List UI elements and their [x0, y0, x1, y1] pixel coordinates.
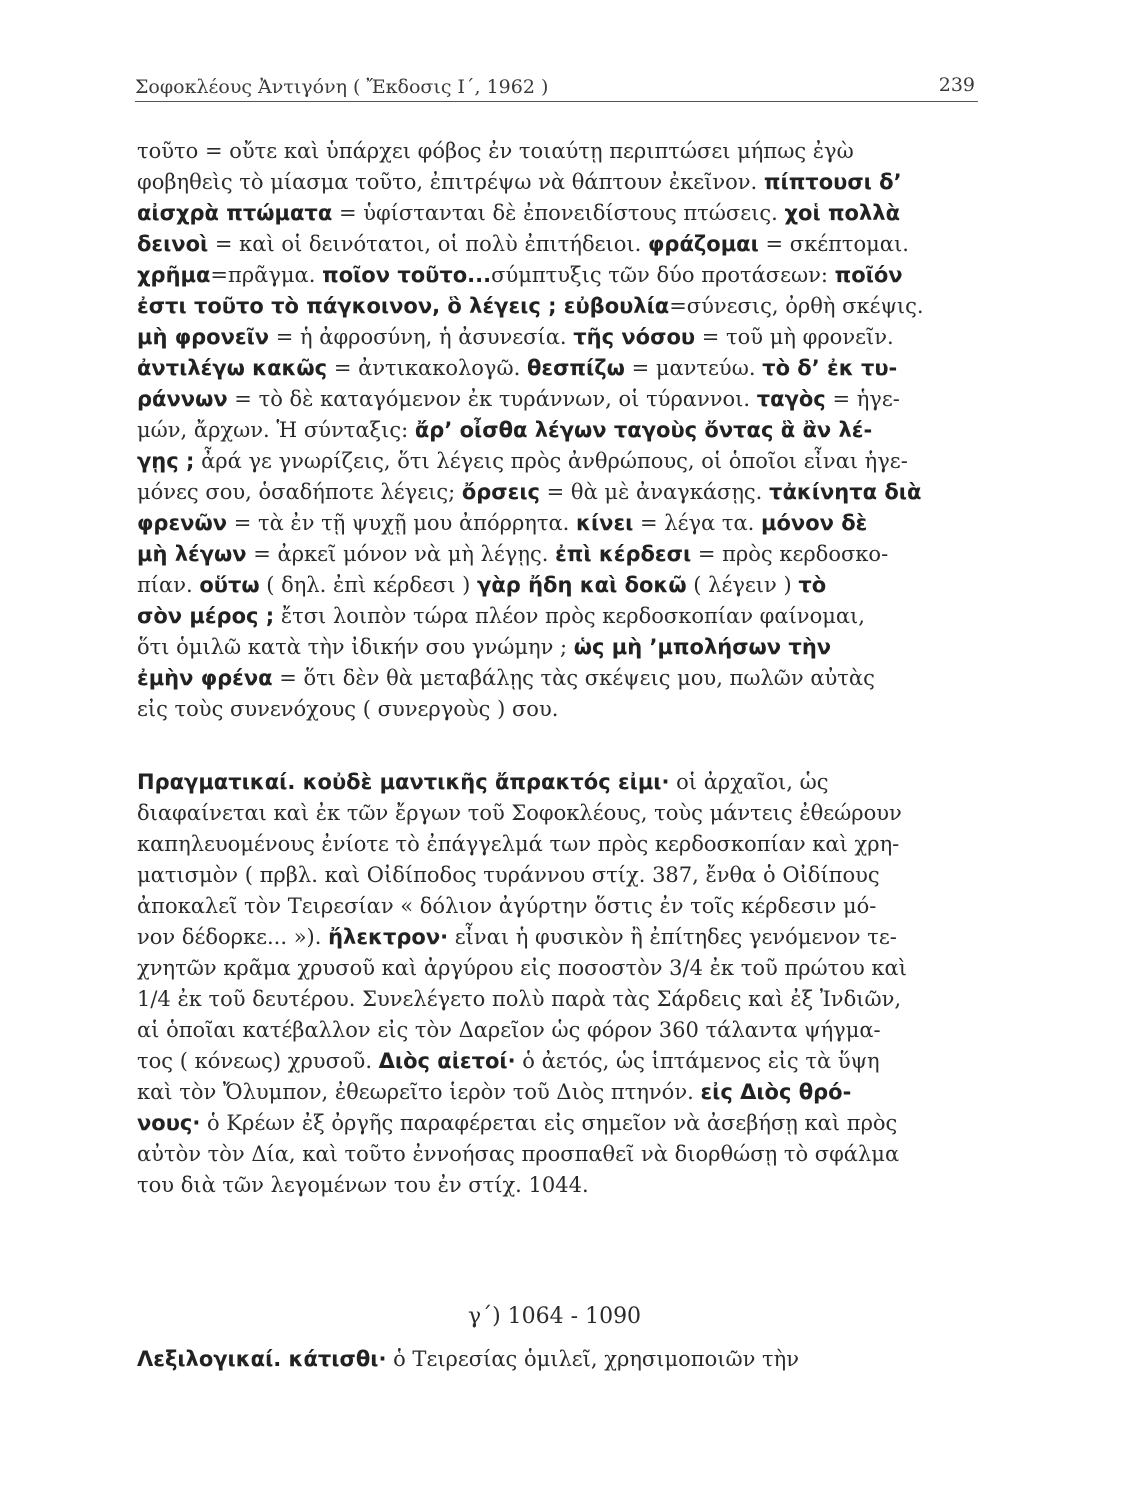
lemma-term: χρῆμα	[137, 263, 211, 287]
lemma-term: ὄρσεις	[461, 480, 540, 504]
lemma-term: Πραγματικαί. κοὐδὲ μαντικῆς ἄπρακτός εἰμι·	[137, 770, 670, 794]
lemma-term: ὡς μὴ ’μπολήσων τὴν	[573, 635, 832, 659]
gloss-text: 1/4 ἐκ τοῦ δευτέρου. Συνελέγετο πολὺ παρὰ τὰς Σάρδεις καὶ ἐξ Ἰνδιῶν,	[137, 987, 902, 1011]
text-line	[137, 1109, 972, 1137]
gloss-text: μόνες σου, ὁσαδήποτε λέγεις;	[137, 480, 462, 504]
gloss-text: = θὰ μὲ ἀναγκάσῃς.	[539, 480, 770, 504]
lemma-term: ἐμὴν φρένα	[137, 666, 273, 690]
text-line	[137, 633, 972, 661]
text-line	[137, 985, 972, 1013]
text-line	[137, 385, 972, 413]
gloss-text: ἆρά γε γνωρίζεις, ὅτι λέγεις πρὸς ἀνθρώπους, οἱ ὁποῖοι εἶναι ἡγε-	[194, 449, 908, 473]
gloss-text: = ἀρκεῖ μόνον νὰ μὴ λέγῃς.	[246, 542, 556, 566]
gloss-text: ( δηλ. ἐπὶ κέρδεσι )	[259, 573, 478, 597]
gloss-text: = τὸ δὲ καταγόμενον ἐκ τυράννων, οἱ τύραννοι.	[227, 387, 757, 411]
gloss-text: διαφαίνεται καὶ ἐκ τῶν ἔργων τοῦ Σοφοκλέους, τοὺς μάντεις ἐθεώρουν	[137, 801, 902, 825]
text-line	[137, 830, 972, 858]
gloss-text: = ἡ ἀφροσύνη, ἡ ἀσυνεσία.	[269, 325, 574, 349]
lemma-term: γὰρ ἤδη καὶ δοκῶ	[477, 573, 687, 597]
gloss-text: καὶ τὸν Ὄλυμπον, ἐθεωρεῖτο ἱερὸν τοῦ Διὸς πτηνόν.	[137, 1080, 701, 1104]
lemma-term: γῃς ;	[137, 449, 195, 473]
text-line	[137, 168, 972, 196]
gloss-text: αἱ ὁποῖαι κατέβαλλον εἰς τὸν Δαρεῖον ὡς φόρον 360 τάλαντα ψήγμα-	[137, 1018, 881, 1042]
text-line	[137, 261, 972, 289]
text-line	[137, 137, 972, 165]
header-title: Σοφοκλέους Ἀντιγόνη ( Ἔκδοσις Ι΄, 1962 )	[135, 76, 549, 98]
lemma-term: νους·	[137, 1111, 201, 1135]
gloss-text: = σκέπτομαι.	[758, 232, 909, 256]
gloss-text: φοβηθεὶς τὸ μίασμα τοῦτο, ἐπιτρέψω νὰ θάπτουν ἐκεῖνον.	[137, 170, 764, 194]
text-line	[137, 1078, 972, 1106]
text-line	[137, 447, 972, 475]
text-line	[137, 416, 972, 444]
text-line	[137, 1171, 972, 1199]
lemma-term: τῆς νόσου	[573, 325, 696, 349]
gloss-text: μών, ἄρχων. Ἡ σύνταξις:	[137, 418, 415, 442]
lemma-term: χοἱ πολλὰ	[784, 201, 900, 225]
gloss-text: ματισμὸν ( πρβλ. καὶ Οἰδίποδος τυράννου στίχ. 387, ἔνθα ὁ Οἰδίπους	[137, 863, 880, 887]
text-line	[137, 799, 972, 827]
gloss-text: εἶναι ἡ φυσικὸν ἢ ἐπίτηδες γενόμενον τε-	[448, 925, 897, 949]
lemma-term: ράννων	[137, 387, 228, 411]
gloss-text: = ὅτι δὲν θὰ μεταβάλῃς τὰς σκέψεις μου, πωλῶν αὐτὰς	[272, 666, 875, 690]
text-line	[137, 861, 972, 889]
text-line-last	[137, 1345, 972, 1373]
gloss-text: σύμπτυξις τῶν δύο προτάσεων:	[491, 263, 835, 287]
text-line	[137, 230, 972, 258]
gloss-text: ὁ Κρέων ἐξ ὀργῆς παραφέρεται εἰς σημεῖον νὰ ἀσεβήσῃ καὶ πρὸς	[200, 1111, 898, 1135]
gloss-text: ( λέγειν )	[686, 573, 799, 597]
lemma-term: θεσπίζω	[526, 356, 625, 380]
text-line	[137, 768, 972, 796]
lemma-term: αἰσχρὰ πτώματα	[137, 201, 333, 225]
text-line	[137, 695, 972, 723]
lemma-term: σὸν μέρος ;	[137, 604, 275, 628]
lemma-term: τὸ	[798, 573, 827, 597]
gloss-text: πίαν.	[137, 573, 200, 597]
lemma-term: ἐστι τοῦτο τὸ πάγκοινον, ὃ λέγεις ; εὐβουλία	[137, 294, 670, 318]
text-line	[137, 540, 972, 568]
gloss-text: = πρὸς κερδοσκο-	[691, 542, 889, 566]
gloss-text: τοῦτο = οὔτε καὶ ὑπάρχει φόβος ἐν τοιαύτῃ περιπτώσει μήπως ἐγὼ	[137, 139, 854, 163]
gloss-text: =πρᾶγμα.	[210, 263, 323, 287]
gloss-text: του διὰ τῶν λεγομένων του ἐν στίχ. 1044.	[137, 1173, 589, 1197]
running-header	[135, 70, 975, 104]
lemma-term: ταγὸς	[756, 387, 826, 411]
text-line	[137, 1016, 972, 1044]
gloss-text: χνητῶν κρᾶμα χρυσοῦ καὶ ἀργύρου εἰς ποσοστὸν 3/4 ἐκ τοῦ πρώτου καὶ	[137, 956, 907, 980]
gloss-text: ἔτσι λοιπὸν τώρα πλέον πρὸς κερδοσκοπίαν φαίνομαι,	[274, 604, 865, 628]
lemma-term: ἤλεκτρον·	[328, 925, 449, 949]
gloss-text: εἰς τοὺς συνενόχους ( συνεργοὺς ) σου.	[137, 697, 559, 721]
gloss-text: = μαντεύω.	[624, 356, 763, 380]
text-line	[137, 923, 972, 951]
text-line	[137, 478, 972, 506]
text-line	[137, 954, 972, 982]
lemma-term: μὴ φρονεῖν	[137, 325, 270, 349]
text-line	[137, 1047, 972, 1075]
lemma-term: πίπτουσι δ’	[763, 170, 902, 194]
gloss-text: ὁ ἀετός, ὡς ἱπτάμενος εἰς τὰ ὕψη	[515, 1049, 880, 1073]
text-line	[137, 323, 972, 351]
gloss-text: = λέγα τα.	[633, 511, 762, 535]
lemma-term: μὴ λέγων	[137, 542, 247, 566]
lemma-term: Διὸς αἰετοί·	[378, 1049, 516, 1073]
gloss-text: τος ( κόνεως) χρυσοῦ.	[137, 1049, 379, 1073]
text-line	[137, 354, 972, 382]
lemma-term: ἀντιλέγω κακῶς	[137, 356, 328, 380]
lemma-term: ποῖον τοῦτο...	[322, 263, 492, 287]
text-line	[137, 1140, 972, 1168]
gloss-text: =σύνεσις, ὀρθὴ σκέψις.	[669, 294, 924, 318]
text-line	[137, 571, 972, 599]
text-line	[137, 892, 972, 920]
gloss-text: = ἡγε-	[825, 387, 900, 411]
lemma-term: φρενῶν	[137, 511, 228, 535]
text-line	[137, 199, 972, 227]
gloss-text: = τοῦ μὴ φρονεῖν.	[695, 325, 894, 349]
gloss-text: ἀποκαλεῖ τὸν Τειρεσίαν « δόλιον ἀγύρτην ὅστις ἐν τοῖς κέρδεσιν μό-	[137, 894, 877, 918]
gloss-text: = καὶ οἱ δεινότατοι, οἱ πολὺ ἐπιτήδειοι.	[208, 232, 648, 256]
lemma-term: ἐπὶ κέρδεσι	[555, 542, 692, 566]
lemma-term: Λεξιλογικαί. κάτισθι·	[137, 1347, 387, 1371]
section-heading: γ΄) 1064 - 1090	[467, 1304, 642, 1329]
lemma-term: τἀκίνητα διὰ	[769, 480, 922, 504]
page-number: 239	[938, 74, 975, 96]
gloss-text: = τὰ ἐν τῇ ψυχῇ μου ἀπόρρητα.	[227, 511, 577, 535]
gloss-text: ὅτι ὁμιλῶ κατὰ τὴν ἰδικήν σου γνώμην ;	[137, 635, 574, 659]
lemma-term: εἰς Διὸς θρό-	[700, 1080, 852, 1104]
lemma-term: τὸ δ’ ἐκ τυ-	[762, 356, 898, 380]
gloss-text: οἱ ἀρχαῖοι, ὡς	[669, 770, 829, 794]
header-rule	[135, 101, 978, 102]
lemma-term: φράζομαι	[647, 232, 759, 256]
gloss-text: ὁ Τειρεσίας ὁμιλεῖ, χρησιμοποιῶν τὴν	[386, 1347, 799, 1371]
text-line	[137, 664, 972, 692]
lemma-term: ποῖόν	[834, 263, 903, 287]
lemma-term: οὕτω	[199, 573, 260, 597]
text-line	[137, 292, 972, 320]
lemma-term: κίνει	[576, 511, 634, 535]
lemma-term: μόνον δὲ	[761, 511, 868, 535]
gloss-text: = ἀντικακολογῶ.	[327, 356, 527, 380]
gloss-text: νον δέδορκε... »).	[137, 925, 329, 949]
lemma-term: δεινοὶ	[137, 232, 209, 256]
gloss-text: καπηλευομένους ἐνίοτε τὸ ἐπάγγελμά των πρὸς κερδοσκοπίαν καὶ χρη-	[137, 832, 900, 856]
text-line	[137, 602, 972, 630]
gloss-text: αὐτὸν τὸν Δία, καὶ τοῦτο ἐννοήσας προσπαθεῖ νὰ διορθώσῃ τὸ σφάλμα	[137, 1142, 900, 1166]
lemma-term: ἄρ’ οἶσθα λέγων ταγοὺς ὄντας ἃ ἂν λέ-	[414, 418, 873, 442]
text-line	[137, 509, 972, 537]
gloss-text: = ὑφίστανται δὲ ἐπονειδίστους πτώσεις.	[332, 201, 785, 225]
